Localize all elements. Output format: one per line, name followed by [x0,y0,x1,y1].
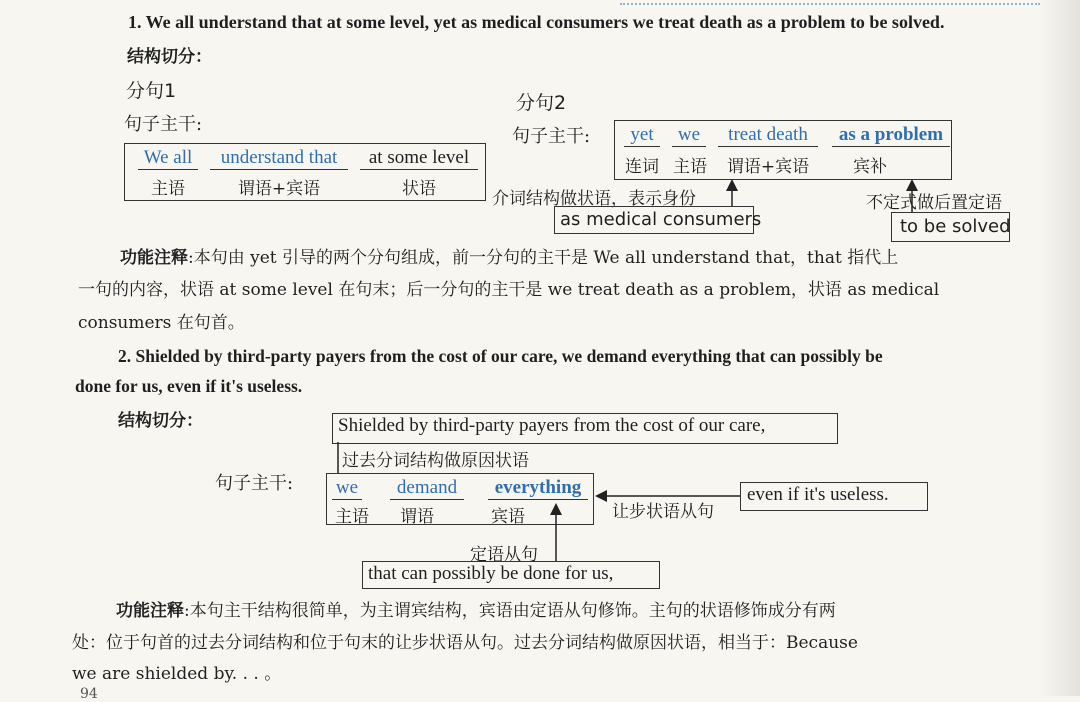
clause-2-role: 谓语+宾语 [726,157,810,177]
function-note-text: :本句由 yet 引导的两个分句组成，前一分句的主干是 We all understand that，that 指代上 [188,248,899,268]
clause-2-role: 主语 [673,157,707,177]
sentence-2-line-1: 2. Shielded by third-party payers from the cost of our care, we demand everything that can possibly be [118,346,883,366]
clause-1-word: We all [138,147,198,170]
function-note-text: :本句主干结构很简单，为主谓宾结构，宾语由定语从句修饰。主句的状语修饰成分有两 [184,601,836,621]
clause-1-role: 主语 [151,179,185,199]
clause-2-role: 连词 [625,157,659,177]
function-note-2-line-2: 处：位于句首的过去分词结构和位于句末的让步状语从句。过去分词结构做原因状语，相当于：Because [72,633,858,653]
attributive-phrase: that can possibly be done for us, [368,563,614,584]
sentence-2-role: 谓语 [400,507,434,527]
clause-2-main-label: 句子主干: [512,126,591,147]
function-note-label: 功能注释 [120,248,188,268]
function-note-2-line-3: we are shielded by. . . 。 [72,664,282,684]
clause-2-label: 分句2 [516,92,567,114]
clause-2-word: yet [624,124,660,147]
concession-phrase: even if it's useless. [747,484,889,505]
clause-2-word: treat death [718,124,818,147]
structure-label-1: 结构切分： [127,47,212,67]
sentence-2-word: demand [390,477,464,500]
sentence-2-role: 宾语 [491,507,525,527]
clause-1-role: 谓语+宾语 [237,179,321,199]
clause-2-role: 宾补 [853,157,887,177]
clause-1-main-label: 句子主干: [124,114,203,135]
function-note-label: 功能注释 [116,601,184,621]
infinitive-phrase: to be solved [900,216,1011,237]
sentence-2-word: we [332,477,362,500]
clause-1-word: at some level [360,147,478,170]
sentence-2-main-label: 句子主干: [215,473,294,494]
clause-1-word: understand that [210,147,348,170]
sentence-2-role: 主语 [335,507,369,527]
participle-phrase: Shielded by third-party payers from the cost of our care, [338,415,766,436]
adverbial-note: 介词结构做状语，表示身份 [492,189,696,209]
clause-1-label: 分句1 [126,80,177,102]
function-note-1-line-2: 一句的内容，状语 at some level 在句末；后一分句的主干是 we treat death as a problem，状语 as medical [78,280,940,300]
sentence-2-word: everything [488,477,588,500]
clause-2-word: as a problem [832,124,950,147]
sentence-2-line-2: done for us, even if it's useless. [75,376,303,396]
attributive-note: 定语从句 [470,545,538,565]
adverbial-phrase: as medical consumers [560,209,762,230]
sentence-1: 1. We all understand that at some level, yet as medical consumers we treat death as a problem to be solved. [128,12,945,32]
clause-1-role: 状语 [402,179,436,199]
participle-note: 过去分词结构做原因状语 [342,451,529,471]
clause-2-word: we [672,124,706,147]
concession-note: 让步状语从句 [612,502,714,522]
structure-label-2: 结构切分： [118,411,203,431]
function-note-1-line-3: consumers 在句首。 [78,313,245,333]
page-number: 94 [80,686,98,702]
infinitive-note: 不定式做后置定语 [866,193,1002,213]
